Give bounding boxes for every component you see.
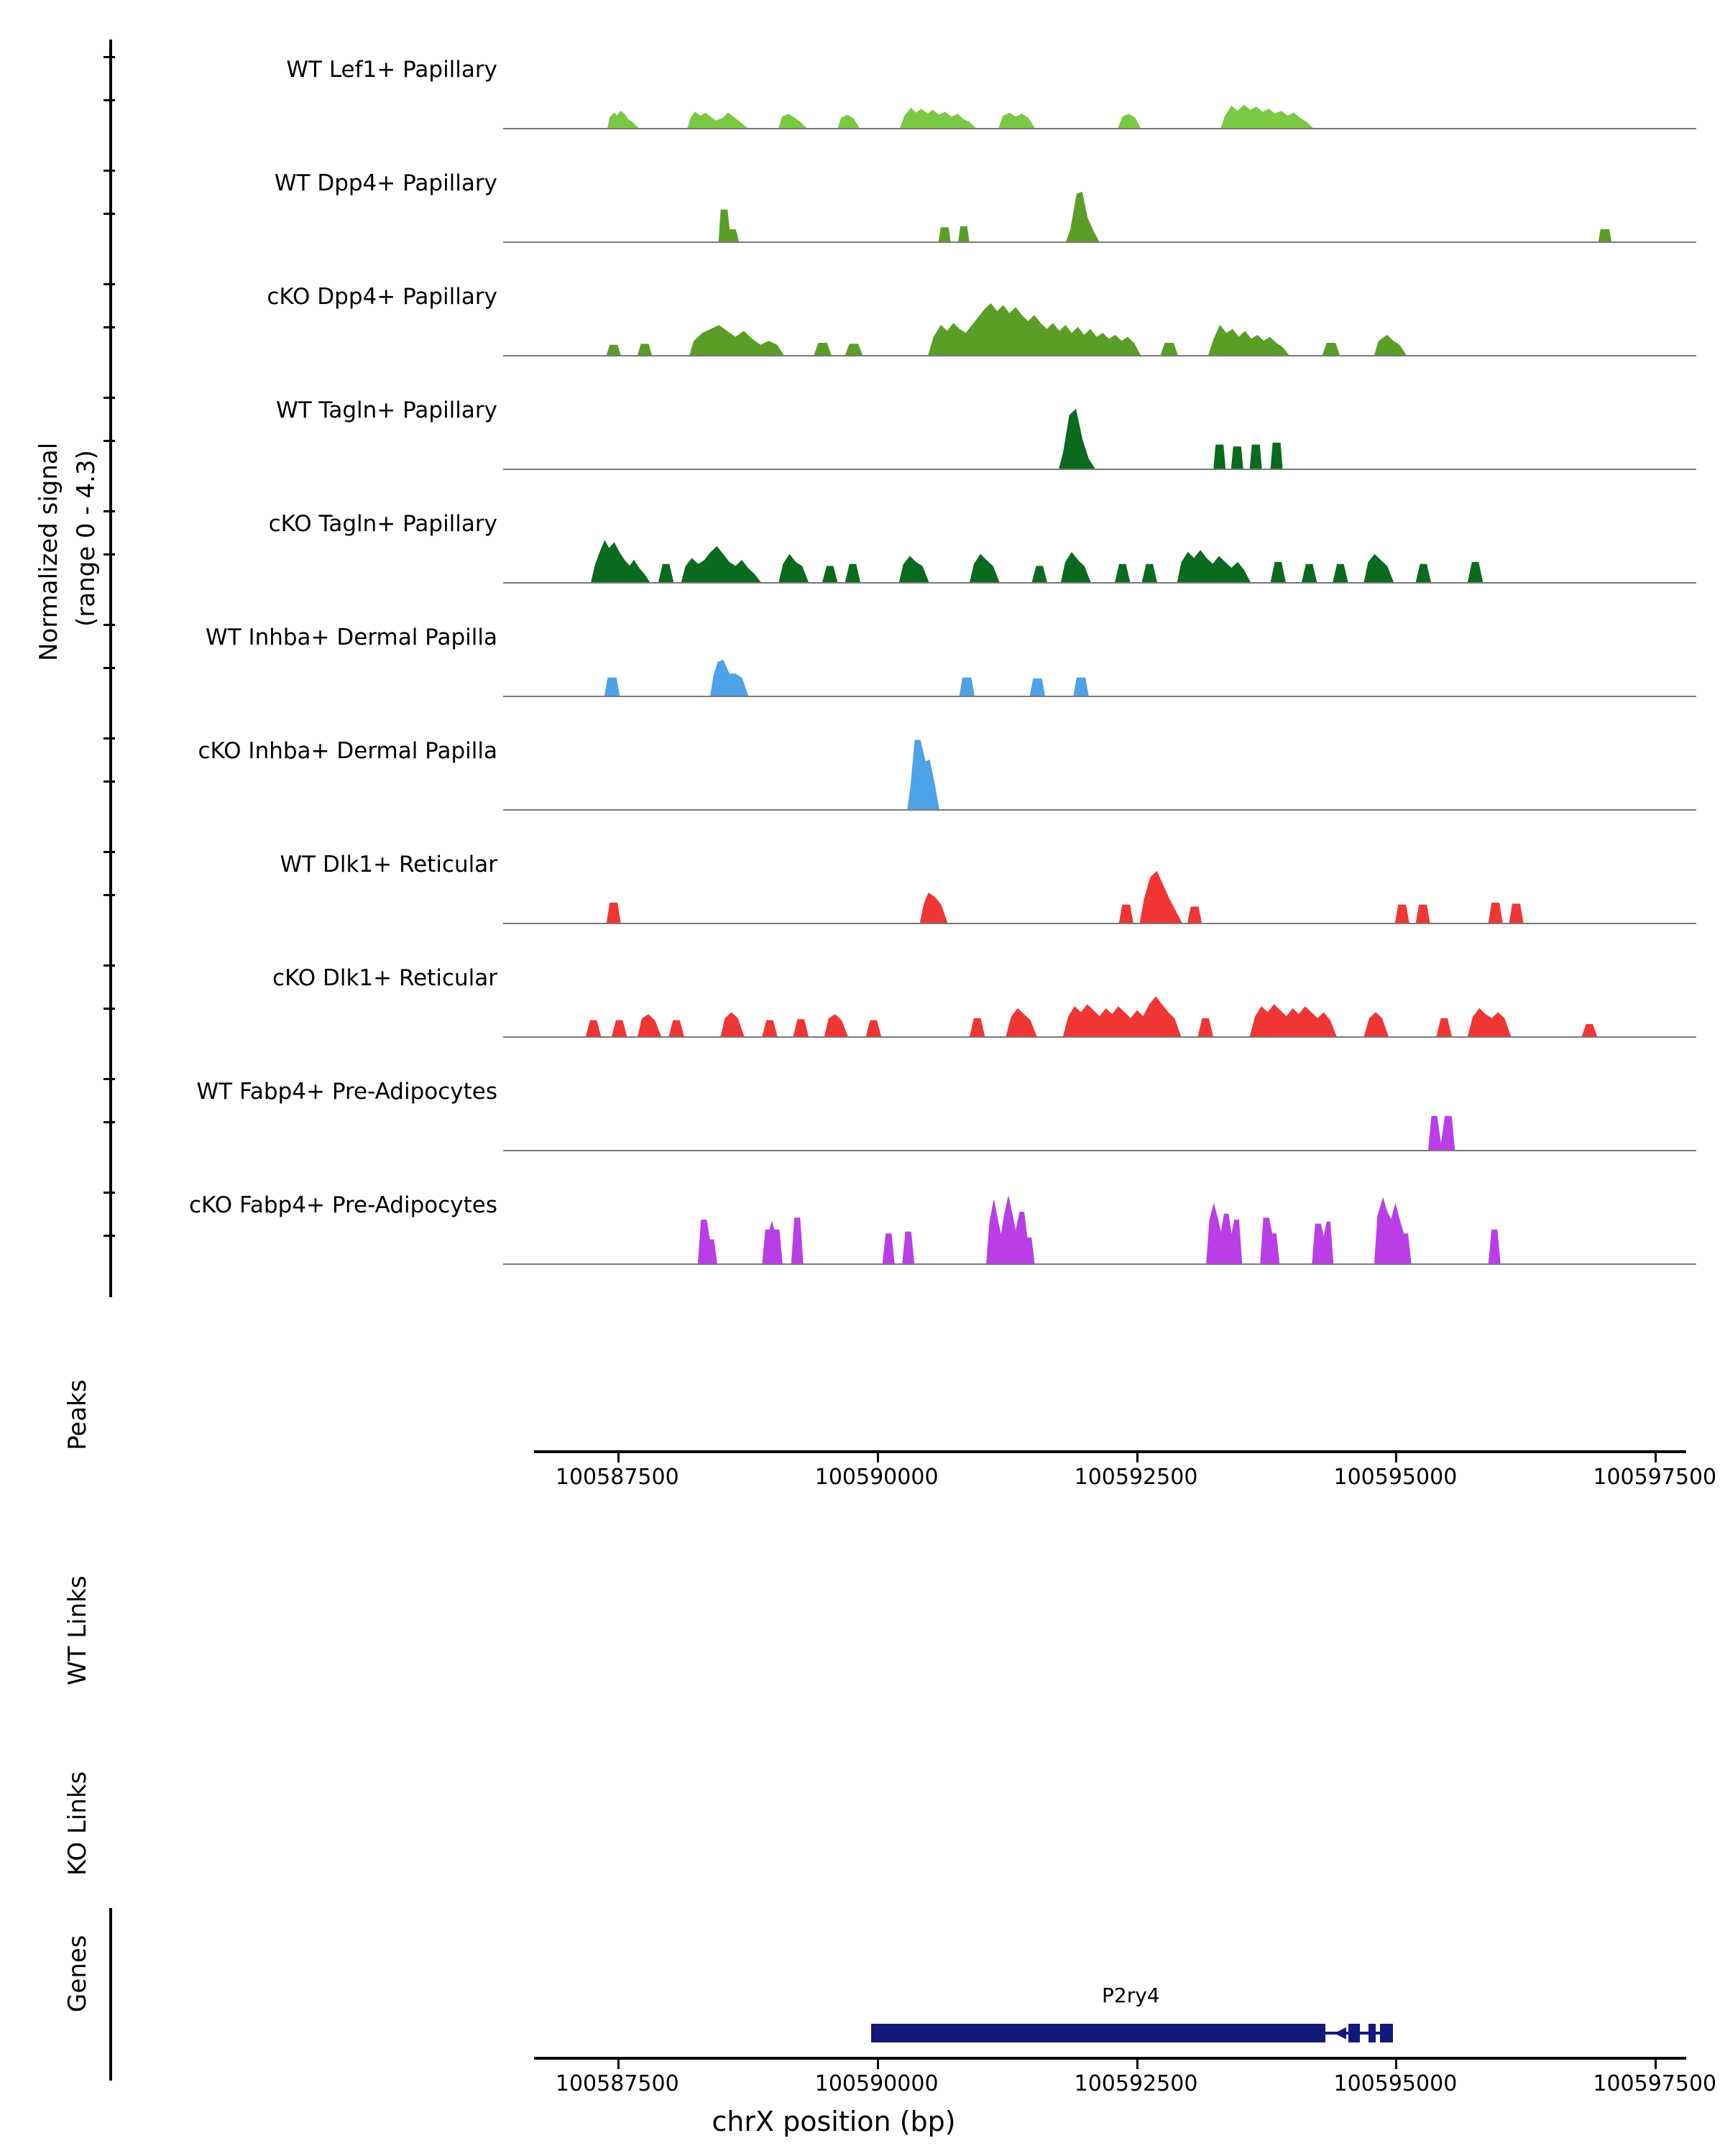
track-signal (503, 611, 1696, 696)
signal-axis-tick (104, 624, 115, 626)
signal-axis-tick (104, 1078, 115, 1080)
track-baseline (503, 582, 1696, 584)
axis-tick (617, 2060, 620, 2069)
signal-track (0, 157, 1725, 241)
track-label: WT Dpp4+ Papillary (274, 170, 497, 196)
track-baseline (503, 1150, 1696, 1151)
track-signal (503, 1179, 1696, 1263)
axis-tick-label: 100595000 (1333, 1465, 1458, 1490)
axis-tick-label: 100597500 (1593, 2071, 1717, 2096)
peaks-axis-label: Peaks (63, 1379, 92, 1450)
signal-track (0, 1065, 1725, 1150)
track-signal (503, 838, 1696, 923)
axis-tick (877, 1453, 879, 1462)
track-baseline (503, 355, 1696, 356)
track-signal (503, 497, 1696, 582)
axis-tick-label: 100592500 (1074, 2071, 1198, 2096)
signal-axis-tick (104, 99, 115, 101)
signal-axis-tick (104, 851, 115, 853)
signal-axis-tick (104, 170, 115, 172)
track-baseline (503, 1036, 1696, 1038)
axis-tick-label: 100590000 (814, 2071, 939, 2096)
signal-track (0, 611, 1725, 696)
axis-tick-label: 100587500 (555, 1465, 679, 1490)
track-baseline (503, 923, 1696, 924)
track-baseline (503, 696, 1696, 697)
axis-tick (1136, 2060, 1138, 2069)
axis-tick-label: 100595000 (1333, 2071, 1458, 2096)
gene-label: P2ry4 (1101, 1984, 1160, 2007)
axis-tick (1395, 1453, 1397, 1462)
axis-tick (617, 1453, 620, 1462)
signal-axis-tick (104, 56, 115, 58)
signal-track (0, 838, 1725, 923)
track-signal (503, 270, 1696, 355)
track-label: WT Fabp4+ Pre-Adipocytes (196, 1079, 497, 1105)
axis-line (534, 1450, 1685, 1453)
track-label: WT Dlk1+ Reticular (280, 852, 497, 877)
signal-axis-tick (104, 397, 115, 399)
gene-exon (1348, 2024, 1360, 2042)
signal-axis-tick (104, 737, 115, 740)
signal-axis-tick (104, 440, 115, 442)
signal-axis-label-line1: Normalized signal (34, 442, 63, 661)
wt-links-axis-label: WT Links (63, 1575, 92, 1685)
signal-axis-tick (104, 553, 115, 556)
axis-tick (1395, 2060, 1397, 2069)
signal-axis-tick (104, 213, 115, 215)
track-label: WT Inhba+ Dermal Papilla (206, 625, 497, 650)
signal-track (0, 43, 1725, 128)
ko-links-axis-label: KO Links (63, 1771, 92, 1876)
signal-axis-tick (104, 283, 115, 285)
signal-axis-label-line2: (range 0 - 4.3) (72, 450, 101, 627)
track-baseline (503, 1263, 1696, 1265)
track-label: WT Lef1+ Papillary (286, 57, 497, 83)
signal-axis-tick (104, 1008, 115, 1010)
signal-axis-tick (104, 894, 115, 896)
genes-axis-label: Genes (63, 1935, 92, 2012)
gene-body (871, 2024, 1325, 2042)
signal-axis-tick (104, 1235, 115, 1237)
axis-tick-label: 100590000 (814, 1465, 939, 1490)
signal-track (0, 270, 1725, 355)
x-axis-title: chrX position (bp) (712, 2106, 956, 2137)
signal-axis-tick (104, 1121, 115, 1123)
signal-track (0, 384, 1725, 469)
track-label: cKO Fabp4+ Pre-Adipocytes (189, 1192, 497, 1218)
signal-track (0, 952, 1725, 1036)
track-label: WT Tagln+ Papillary (276, 397, 497, 423)
signal-axis-tick (104, 667, 115, 669)
track-baseline (503, 809, 1696, 811)
genes-axis-rule (109, 1908, 112, 2081)
axis-tick (877, 2060, 879, 2069)
track-label: cKO Inhba+ Dermal Papilla (198, 738, 497, 764)
track-signal (503, 43, 1696, 128)
axis-tick (1655, 1453, 1657, 1462)
signal-axis-tick (104, 964, 115, 967)
axis-tick-label: 100587500 (555, 2071, 679, 2096)
track-signal (503, 1065, 1696, 1150)
track-baseline (503, 128, 1696, 129)
signal-axis-tick (104, 780, 115, 783)
track-signal (503, 157, 1696, 241)
axis-tick (1136, 1453, 1138, 1462)
track-label: cKO Dlk1+ Reticular (272, 965, 497, 991)
track-baseline (503, 241, 1696, 243)
axis-line (534, 2057, 1685, 2060)
axis-tick-label: 100592500 (1074, 1465, 1198, 1490)
gene-strand-arrow: ◀ (1334, 2024, 1347, 2042)
signal-track (0, 724, 1725, 809)
signal-axis-tick (104, 326, 115, 328)
axis-tick (1655, 2060, 1657, 2069)
track-signal (503, 724, 1696, 809)
track-signal (503, 384, 1696, 469)
track-baseline (503, 469, 1696, 470)
track-signal (503, 952, 1696, 1036)
signal-track (0, 1179, 1725, 1263)
signal-track (0, 497, 1725, 582)
gene-exon (1368, 2024, 1376, 2042)
gene-exon (1380, 2024, 1393, 2042)
signal-axis-tick (104, 510, 115, 512)
track-label: cKO Tagln+ Papillary (268, 511, 497, 537)
axis-tick-label: 100597500 (1593, 1465, 1717, 1490)
track-label: cKO Dpp4+ Papillary (267, 284, 497, 310)
signal-axis-tick (104, 1192, 115, 1194)
